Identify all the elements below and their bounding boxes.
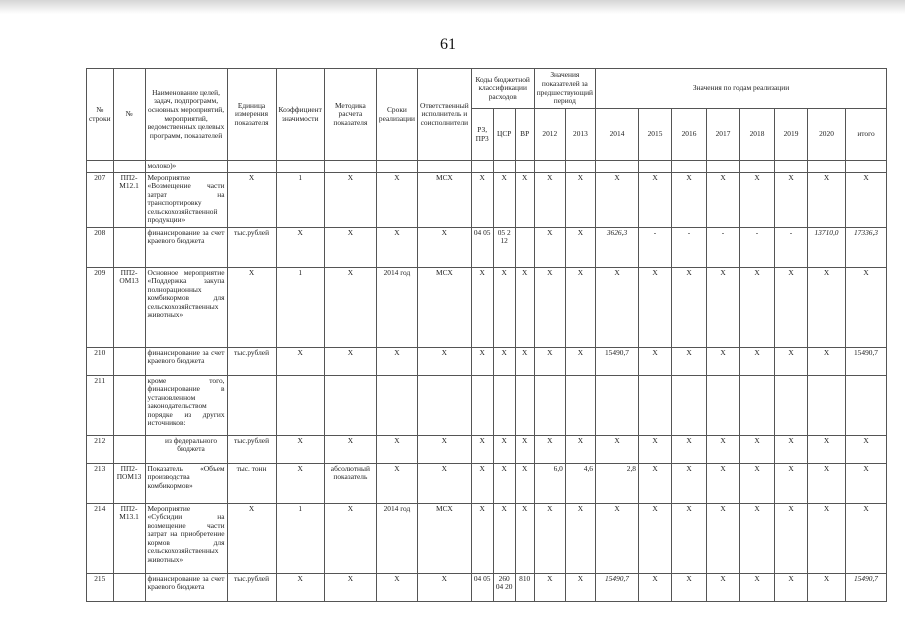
rz-cell: Х	[471, 503, 493, 573]
value-cell: Х	[846, 435, 887, 463]
row-number: 215	[87, 573, 114, 601]
value-cell: Х	[740, 463, 775, 503]
page-number: 61	[440, 36, 456, 53]
unit-cell: Х	[227, 503, 276, 573]
method-cell: Х	[324, 435, 376, 463]
value-cell: Х	[846, 503, 887, 573]
row-number: 211	[87, 375, 114, 435]
value-cell: Х	[534, 267, 565, 347]
header-coef: Коэффициент значимости	[276, 69, 324, 161]
table-row	[87, 573, 887, 601]
header-total: итого	[846, 109, 887, 161]
item-code: ПП2-М12.1	[113, 172, 145, 227]
program-indicators-table	[86, 68, 887, 602]
table-row	[87, 503, 887, 573]
value-cell: Х	[808, 435, 846, 463]
method-cell: Х	[324, 347, 376, 375]
value-cell: 17336,3	[846, 227, 887, 267]
row-number: 210	[87, 347, 114, 375]
vr-cell: Х	[515, 172, 534, 227]
value-cell: Х	[775, 435, 808, 463]
value-cell: Х	[740, 267, 775, 347]
unit-cell: тыс.рублей	[227, 573, 276, 601]
value-cell: Х	[808, 503, 846, 573]
header-csr: ЦСР	[493, 109, 515, 161]
method-cell: Х	[324, 172, 376, 227]
terms-cell: 2014 год	[376, 503, 417, 573]
value-cell: 15490,7	[846, 347, 887, 375]
table-row	[87, 435, 887, 463]
value-cell: Х	[534, 227, 565, 267]
coef-cell: Х	[276, 573, 324, 601]
vr-cell	[515, 227, 534, 267]
value-cell: -	[740, 227, 775, 267]
value-cell: -	[672, 227, 707, 267]
coef-cell: Х	[276, 347, 324, 375]
table-row	[87, 463, 887, 503]
csr-cell: Х	[493, 172, 515, 227]
resp-cell: МСХ	[418, 503, 472, 573]
name-cell: финансирование за счет краевого бюджета	[145, 573, 227, 601]
table-row	[87, 172, 887, 227]
table-row	[87, 227, 887, 267]
value-cell: Х	[808, 347, 846, 375]
value-cell: Х	[808, 172, 846, 227]
row-number: 209	[87, 267, 114, 347]
item-code	[113, 227, 145, 267]
name-cell: молоко)»	[145, 161, 227, 173]
name-cell: финансирование за счет краевого бюджета	[145, 227, 227, 267]
vr-cell: Х	[515, 435, 534, 463]
value-cell: Х	[846, 267, 887, 347]
rz-cell: 04 05	[471, 227, 493, 267]
value-cell: Х	[775, 172, 808, 227]
value-cell: Х	[596, 172, 639, 227]
rz-cell: 04 05	[471, 573, 493, 601]
value-cell: 6,0	[534, 463, 565, 503]
value-cell: Х	[565, 435, 595, 463]
header-method: Методика расчета показателя	[324, 69, 376, 161]
vr-cell: Х	[515, 463, 534, 503]
resp-cell: Х	[418, 463, 472, 503]
value-cell: Х	[775, 463, 808, 503]
table-row	[87, 267, 887, 347]
resp-cell: МСХ	[418, 172, 472, 227]
terms-cell: Х	[376, 227, 417, 267]
value-cell: Х	[707, 435, 740, 463]
value-cell: Х	[846, 172, 887, 227]
unit-cell: Х	[227, 172, 276, 227]
value-cell: Х	[639, 172, 672, 227]
name-cell: кроме того, финансирование в установленном законодательством порядке из других источников:	[145, 375, 227, 435]
name-cell: Основное мероприятие «Поддержка закупа полнорационных комбикормов для сельскохозяйственных животных»	[145, 267, 227, 347]
value-cell: Х	[639, 503, 672, 573]
value-cell: Х	[846, 463, 887, 503]
rz-cell: Х	[471, 267, 493, 347]
value-cell: -	[775, 227, 808, 267]
item-code: ПП2-М13.1	[113, 503, 145, 573]
header-year: 2016	[672, 109, 707, 161]
header-resp: Ответственный исполнитель и соисполнители	[418, 69, 472, 161]
header-year: 2019	[775, 109, 808, 161]
method-cell: Х	[324, 503, 376, 573]
value-cell: Х	[808, 463, 846, 503]
terms-cell: Х	[376, 463, 417, 503]
terms-cell: Х	[376, 172, 417, 227]
value-cell: Х	[707, 172, 740, 227]
name-cell: финансирование за счет краевого бюджета	[145, 347, 227, 375]
resp-cell: Х	[418, 347, 472, 375]
csr-cell: 05 2 12	[493, 227, 515, 267]
value-cell: Х	[565, 267, 595, 347]
table-row	[87, 375, 887, 435]
value-cell: 13710,0	[808, 227, 846, 267]
method-cell: абсолютный показатель	[324, 463, 376, 503]
value-cell: Х	[639, 347, 672, 375]
value-cell: Х	[707, 573, 740, 601]
unit-cell: тыс.рублей	[227, 227, 276, 267]
csr-cell: Х	[493, 435, 515, 463]
value-cell: Х	[707, 347, 740, 375]
csr-cell: Х	[493, 347, 515, 375]
value-cell: Х	[775, 573, 808, 601]
value-cell: Х	[596, 503, 639, 573]
unit-cell: тыс.рублей	[227, 435, 276, 463]
name-cell: из федерального бюджета	[145, 435, 227, 463]
name-cell: Мероприятие «Субсидии на возмещение части затрат на приобретение кормов для сельскохозяйственных животных»	[145, 503, 227, 573]
item-code: ПП2-ОМ13	[113, 267, 145, 347]
resp-cell: Х	[418, 573, 472, 601]
row-number: 212	[87, 435, 114, 463]
value-cell: Х	[740, 435, 775, 463]
header-year: 2012	[534, 109, 565, 161]
value-cell: Х	[672, 435, 707, 463]
value-cell: Х	[565, 503, 595, 573]
value-cell: Х	[672, 172, 707, 227]
header-year: 2013	[565, 109, 595, 161]
header-year: 2020	[808, 109, 846, 161]
unit-cell: Х	[227, 267, 276, 347]
resp-cell: Х	[418, 435, 472, 463]
value-cell: Х	[740, 172, 775, 227]
value-cell: Х	[672, 267, 707, 347]
item-code	[113, 347, 145, 375]
header-terms: Сроки реализации	[376, 69, 417, 161]
coef-cell: 1	[276, 503, 324, 573]
value-cell: 3626,3	[596, 227, 639, 267]
row-number: 213	[87, 463, 114, 503]
value-cell: Х	[534, 347, 565, 375]
header-no: №	[113, 69, 145, 161]
value-cell: Х	[740, 503, 775, 573]
coef-cell: 1	[276, 267, 324, 347]
coef-cell: 1	[276, 172, 324, 227]
item-code	[113, 573, 145, 601]
value-cell: Х	[808, 267, 846, 347]
terms-cell: Х	[376, 573, 417, 601]
value-cell: Х	[596, 267, 639, 347]
table-row	[87, 161, 887, 173]
item-code	[113, 435, 145, 463]
csr-cell: Х	[493, 503, 515, 573]
coef-cell: Х	[276, 227, 324, 267]
vr-cell: Х	[515, 267, 534, 347]
header-budget-codes: Коды бюджетной классификации расходов	[471, 69, 534, 109]
header-year: 2015	[639, 109, 672, 161]
value-cell: -	[639, 227, 672, 267]
rz-cell: Х	[471, 172, 493, 227]
value-cell: Х	[672, 503, 707, 573]
terms-cell: Х	[376, 347, 417, 375]
value-cell: -	[707, 227, 740, 267]
value-cell: Х	[565, 227, 595, 267]
header-name: Наименование целей, задач, подпрограмм, основных мероприятий, мероприятий, ведомственных целевых программ, показателей	[145, 69, 227, 161]
value-cell: Х	[775, 267, 808, 347]
value-cell: Х	[775, 347, 808, 375]
value-cell: Х	[740, 347, 775, 375]
header-row-no: № строки	[87, 69, 114, 161]
csr-cell: 260 04 20	[493, 573, 515, 601]
value-cell: Х	[707, 463, 740, 503]
row-number: 208	[87, 227, 114, 267]
value-cell: Х	[534, 503, 565, 573]
value-cell: Х	[740, 573, 775, 601]
header-unit: Единица измерения показателя	[227, 69, 276, 161]
method-cell: Х	[324, 573, 376, 601]
resp-cell: Х	[418, 227, 472, 267]
value-cell: Х	[534, 573, 565, 601]
value-cell: Х	[565, 347, 595, 375]
value-cell: Х	[672, 347, 707, 375]
rz-cell: Х	[471, 347, 493, 375]
vr-cell: Х	[515, 347, 534, 375]
value-cell: Х	[534, 172, 565, 227]
header-rz: РЗ, ПР3	[471, 109, 493, 161]
method-cell: Х	[324, 227, 376, 267]
scan-edge-shade	[0, 0, 905, 14]
row-number: 207	[87, 172, 114, 227]
table-row	[87, 347, 887, 375]
coef-cell: Х	[276, 435, 324, 463]
terms-cell: Х	[376, 435, 417, 463]
header-vr: ВР	[515, 109, 534, 161]
value-cell: Х	[672, 463, 707, 503]
csr-cell: Х	[493, 463, 515, 503]
rz-cell: Х	[471, 463, 493, 503]
value-cell: Х	[565, 573, 595, 601]
value-cell: 4,6	[565, 463, 595, 503]
header-year: 2017	[707, 109, 740, 161]
value-cell: Х	[672, 573, 707, 601]
value-cell: Х	[534, 435, 565, 463]
header-prev-values: Значения показателей за предшествующий период	[534, 69, 595, 109]
value-cell: Х	[639, 573, 672, 601]
value-cell: 2,8	[596, 463, 639, 503]
row-number: 214	[87, 503, 114, 573]
terms-cell: 2014 год	[376, 267, 417, 347]
method-cell: Х	[324, 267, 376, 347]
header-year: 2014	[596, 109, 639, 161]
header-year: 2018	[740, 109, 775, 161]
value-cell: Х	[565, 172, 595, 227]
vr-cell: 810	[515, 573, 534, 601]
value-cell: 15490,7	[596, 573, 639, 601]
value-cell: Х	[596, 435, 639, 463]
unit-cell: тыс.рублей	[227, 347, 276, 375]
value-cell: 15490,7	[596, 347, 639, 375]
value-cell: Х	[707, 503, 740, 573]
value-cell: Х	[639, 267, 672, 347]
name-cell: Мероприятие «Возмещение части затрат на транспортировку сельскохозяйственной продукции»	[145, 172, 227, 227]
value-cell: Х	[639, 435, 672, 463]
resp-cell: МСХ	[418, 267, 472, 347]
value-cell: Х	[775, 503, 808, 573]
value-cell: Х	[808, 573, 846, 601]
value-cell: Х	[707, 267, 740, 347]
value-cell: Х	[639, 463, 672, 503]
vr-cell: Х	[515, 503, 534, 573]
header-year-values: Значения по годам реализации	[596, 69, 887, 109]
csr-cell: Х	[493, 267, 515, 347]
value-cell: 15490,7	[846, 573, 887, 601]
item-code: ПП2-ПОМ13	[113, 463, 145, 503]
unit-cell: тыс. тонн	[227, 463, 276, 503]
rz-cell: Х	[471, 435, 493, 463]
coef-cell: Х	[276, 463, 324, 503]
name-cell: Показатель «Объем производства комбикормов»	[145, 463, 227, 503]
